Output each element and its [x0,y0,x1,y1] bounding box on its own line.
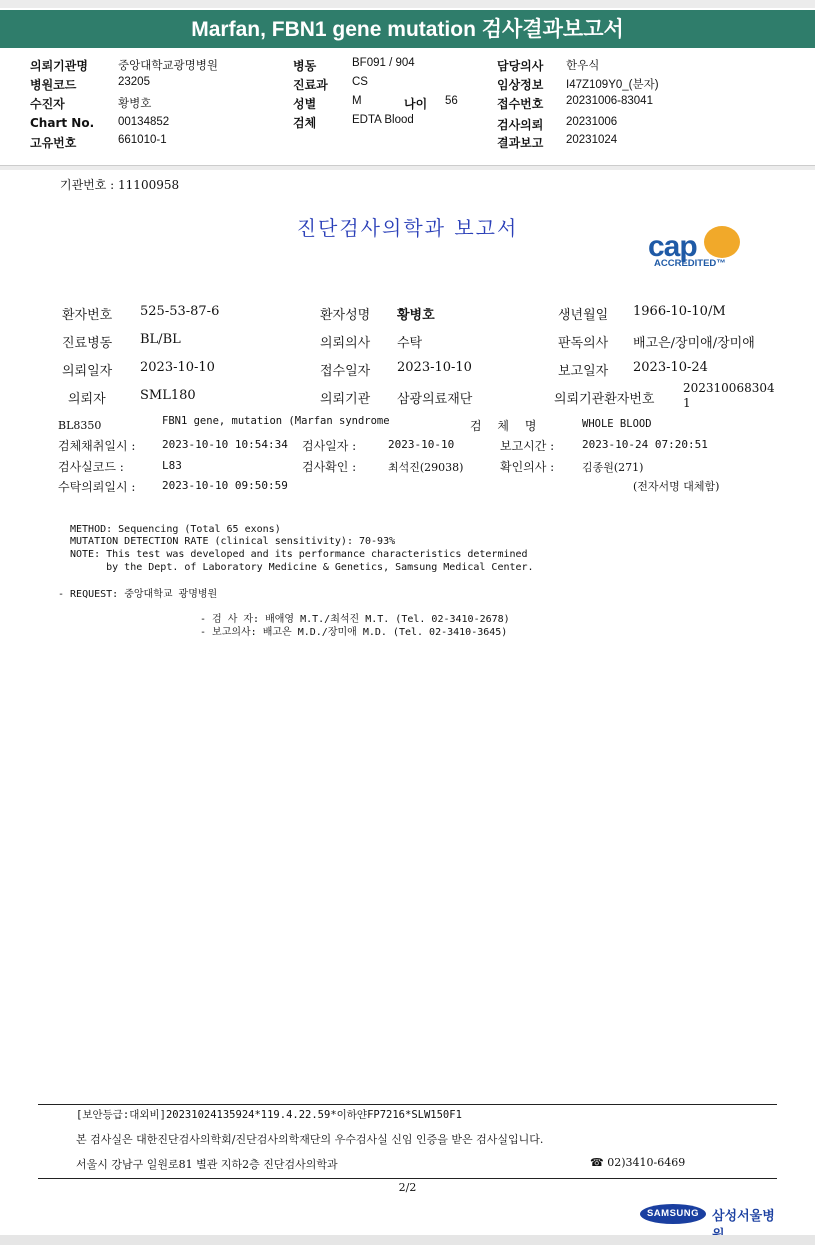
header-info-box [0,48,815,166]
header-value: CS [352,76,368,88]
header-label: 병원코드 [30,78,77,92]
header-label: 임상정보 [497,78,544,92]
header-value: 중앙대학교광명병원 [118,60,218,72]
patient-label: 접수일자 [320,364,371,379]
certification-note: 본 검사실은 대한진단검사의학회/진단검사의학재단의 우수검사실 신임 인증을 받은 검사실입니다. [76,1133,544,1146]
patient-value: 1 [683,396,691,410]
header-value: EDTA Blood [352,114,414,126]
patient-name: 황병호 [397,308,435,323]
specimen-value: WHOLE BLOOD [582,418,652,430]
consign-label: 수탁의뢰일시 : [58,480,136,494]
collect-value: 2023-10-10 10:54:34 [162,438,288,451]
header-value: 661010-1 [118,134,167,146]
patient-value: 525-53-87-6 [140,304,220,319]
patient-label: 환자번호 [62,308,113,323]
patient-value: 수탁 [397,336,423,351]
cap-accredited-text: ACCREDITED™ [654,258,726,269]
patient-value: 202310068304 [683,381,775,395]
lab-address: 서울시 강남구 일원로81 별관 지하2층 진단검사의학과 [76,1158,338,1171]
method-line: MUTATION DETECTION RATE (clinical sensitivity): 70-93% [70,536,396,547]
org-number: 기관번호 : 11100958 [60,178,180,192]
header-label: 담당의사 [497,59,544,73]
header-value: I47Z109Y0_(분자) [566,79,659,91]
patient-value: 배고은/장미애/장미애 [633,336,755,351]
header-label: 검사의뢰 [497,118,544,132]
header-value: 20231006-83041 [566,95,653,107]
staff-line: - 검 사 자: 배애영 M.T./최석진 M.T. (Tel. 02-3410-2678) [200,614,510,625]
age-value: 56 [445,95,458,107]
patient-label: 의뢰일자 [62,364,113,379]
header-value: 황병호 [118,98,152,110]
patient-value: 2023-10-10 [140,360,215,375]
patient-label: 생년월일 [558,308,609,323]
report-heading: 진단검사의학과 보고서 [296,216,519,240]
cap-logo-text: cap [648,230,697,263]
report-time-label: 보고시간 : [500,439,555,453]
patient-value: 2023-10-10 [397,360,472,375]
samsung-hospital-logo [640,1202,780,1226]
header-label: 의뢰기관명 [30,59,88,73]
cap-accredited-logo [648,222,758,272]
lab-phone: ☎ 02)3410-6469 [590,1156,686,1169]
test-date-value: 2023-10-10 [388,438,455,451]
esign-note: (전자서명 대체함) [633,480,720,493]
patient-label: 판독의사 [558,336,609,351]
request-line: - REQUEST: 중앙대학교 광명병원 [58,589,218,600]
cap-check-icon [704,226,740,258]
header-value: 23205 [118,76,150,88]
patient-label: 환자성명 [320,308,371,323]
patient-value: 1966-10-10/M [633,304,726,319]
footer-divider [38,1104,777,1105]
report-page [0,170,815,1235]
header-value: 20231006 [566,116,618,128]
method-line: NOTE: This test was developed and its performance characteristics determined [70,549,528,560]
header-label: 검체 [293,116,317,130]
header-label: 결과보고 [497,136,544,150]
header-value: 20231024 [566,134,618,146]
collect-label: 검체채취일시 : [58,439,136,453]
header-value: 한우식 [566,60,600,72]
method-line: by the Dept. of Laboratory Medicine & Genetics, Samsung Medical Center. [70,562,534,573]
confirm-label: 검사확인 : [302,460,357,474]
confirm-value: 최석진(29038) [388,461,464,474]
document-title: Marfan, FBN1 gene mutation 검사결과보고서 [191,18,624,41]
test-code: BL8350 [58,419,102,432]
patient-value: 삼광의료재단 [397,392,473,407]
consign-value: 2023-10-10 09:50:59 [162,479,288,492]
header-label: Chart No. [30,116,95,130]
specimen-label: 검 체 명 [470,419,543,433]
patient-value: SML180 [140,388,196,403]
doctor-value: 김종원(271) [582,461,644,474]
header-value: M [352,95,362,107]
test-date-label: 검사일자 : [302,439,357,453]
staff-line: - 보고의사: 배고은 M.D./장미애 M.D. (Tel. 02-3410-3645) [200,627,508,638]
header-value: 00134852 [118,116,170,128]
test-name: FBN1 gene, mutation (Marfan syndrome [162,415,390,427]
page-number: 2/2 [398,1181,417,1194]
doctor-label: 확인의사 : [500,460,555,474]
header-label: 수진자 [30,97,65,111]
patient-label: 보고일자 [558,364,609,379]
header-label: 병동 [293,59,317,73]
patient-label: 진료병동 [62,336,113,351]
bottom-margin [0,1235,815,1245]
room-label: 검사실코드 : [58,460,124,474]
patient-label: 의뢰기관환자번호 [554,392,655,407]
patient-label: 의뢰자 [68,392,106,407]
header-label: 성별 [293,97,317,111]
patient-label: 의뢰기관 [320,392,371,407]
header-label: 진료과 [293,78,328,92]
patient-label: 의뢰의사 [320,336,371,351]
room-value: L83 [162,459,182,472]
patient-value: BL/BL [140,332,181,347]
age-label: 나이 [404,97,428,111]
report-title-bar [0,8,815,48]
header-value: BF091 / 904 [352,57,415,69]
patient-value: 2023-10-24 [633,360,708,375]
report-time-value: 2023-10-24 07:20:51 [582,438,708,451]
samsung-logo-icon: SAMSUNG [640,1204,706,1224]
security-line: [보안등급:대외비]20231024135924*119.4.22.59*이하얀FP7216*SLW150F1 [76,1109,462,1121]
header-label: 접수번호 [497,97,544,111]
footer-divider [38,1178,777,1179]
method-line: METHOD: Sequencing (Total 65 exons) [70,524,281,535]
header-label: 고유번호 [30,136,77,150]
hospital-name: 삼성서울병 [712,1209,775,1224]
